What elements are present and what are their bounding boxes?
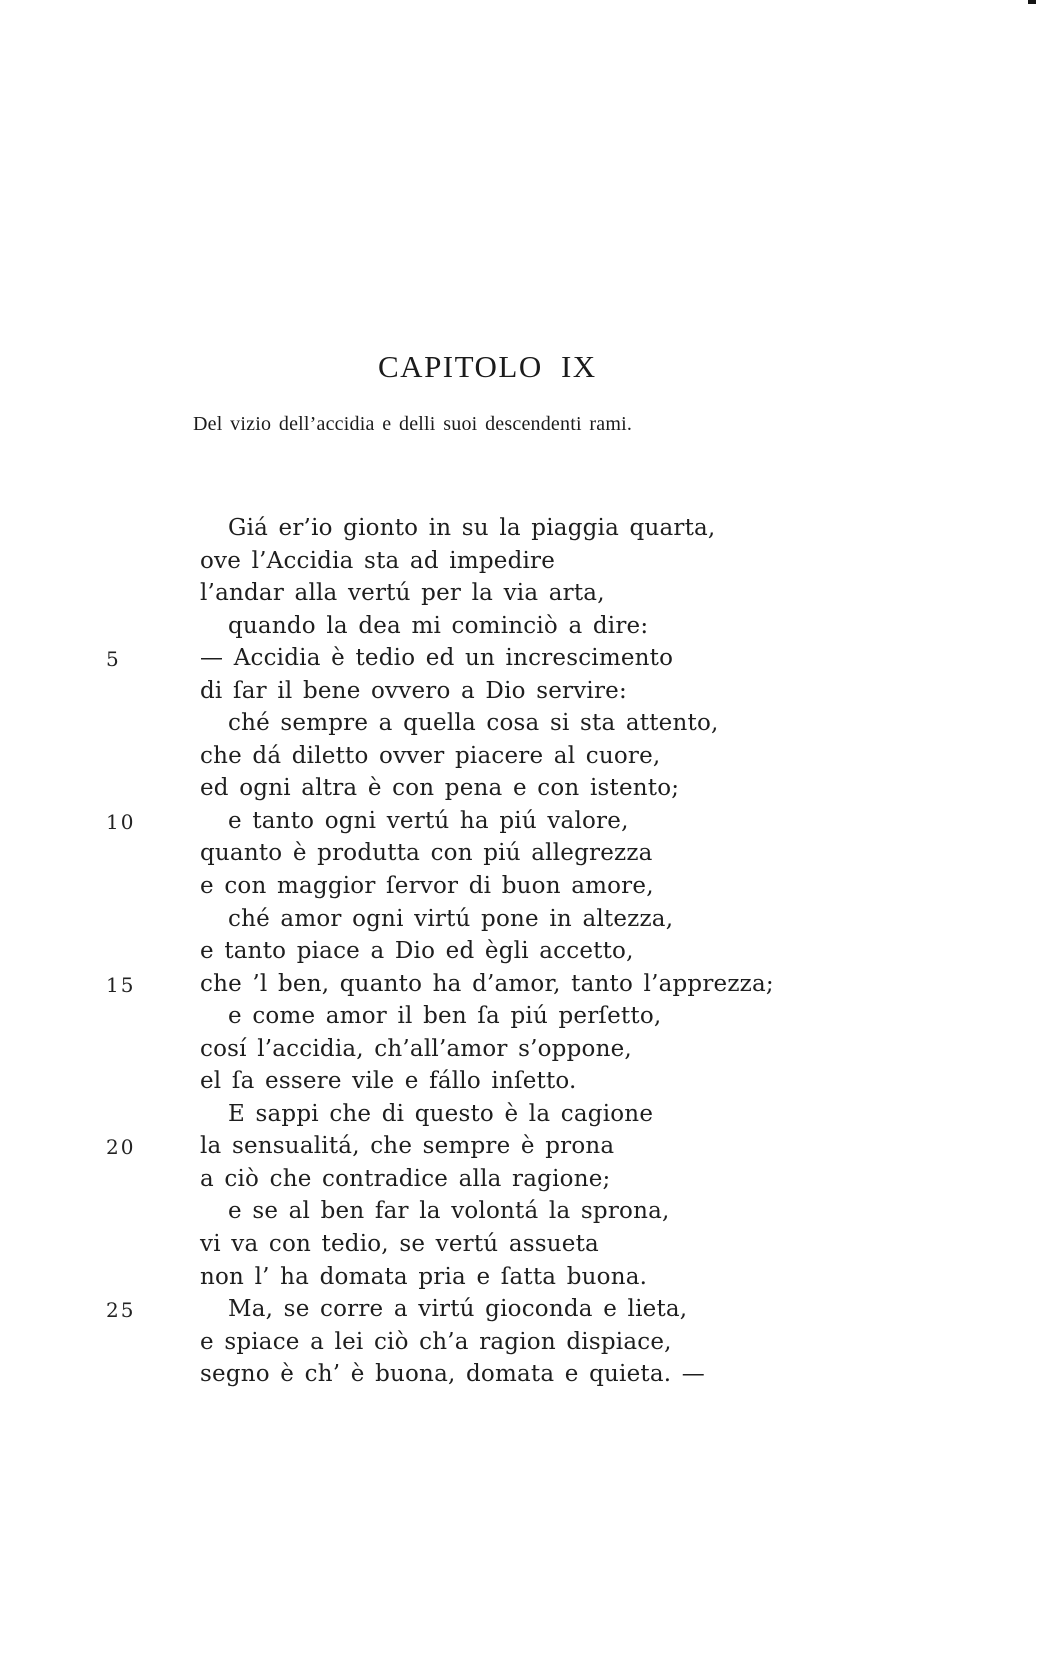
verse-text: quando la dea mi cominciò a dire: — [228, 612, 649, 639]
verse-text: e come amor il ben ſa piú perſetto, — [228, 1003, 662, 1030]
verse-text: el ſa essere vile e fállo inſetto. — [200, 1068, 577, 1095]
verse-text: e tanto ogni vertú ha piú valore, — [228, 807, 629, 834]
verse-text: — Accidia è tedio ed un increscimento — [200, 645, 674, 672]
verse-line — [200, 1261, 774, 1294]
verse-text: a ciò che contradice alla ragione; — [200, 1165, 611, 1192]
verse-line — [200, 1163, 774, 1196]
verse-line — [200, 1000, 774, 1033]
verse-line — [200, 772, 774, 805]
verse-text: Ma, se corre a virtú gioconda e lieta, — [228, 1296, 688, 1323]
verse-line — [106, 968, 774, 1001]
line-number: 5 — [106, 647, 121, 672]
verse-line — [200, 1195, 774, 1228]
line-number: 25 — [106, 1298, 136, 1323]
verse-text: segno è ch’ è buona, domata e quieta. — — [200, 1361, 705, 1388]
verse-line — [106, 805, 774, 838]
verse-text: cosí l’accidia, ch’all’amor s’oppone, — [200, 1035, 632, 1062]
verse-line — [200, 675, 774, 708]
verse-line — [200, 1098, 774, 1131]
verse-text: Giá er’io gionto in su la piaggia quarta, — [228, 515, 716, 541]
verse-line — [200, 1326, 774, 1359]
verse-line — [200, 935, 774, 968]
verse-line — [200, 740, 774, 773]
verse-line — [200, 1065, 774, 1098]
verse-text: ed ogni altra è con pena e con istento; — [200, 775, 680, 802]
verse-text: quanto è produtta con piú allegrezza — [200, 840, 653, 867]
verse-line — [200, 903, 774, 936]
verse-line — [200, 870, 774, 903]
chapter-argument: Del vizio dell’accidia e delli suoi descendenti rami. — [193, 413, 633, 435]
verse-line — [200, 610, 774, 643]
verse-line — [200, 545, 774, 578]
verse-line — [200, 1033, 774, 1066]
verse-text: che ’l ben, quanto ha d’amor, tanto l’apprezza; — [200, 970, 774, 997]
line-number: 15 — [106, 972, 136, 997]
verse-text: E sappi che di questo è la cagione — [228, 1100, 654, 1127]
verse-text: ché sempre a quella cosa si sta attento, — [228, 710, 719, 737]
line-number: 10 — [106, 809, 136, 834]
poem-body — [106, 512, 774, 1391]
verse-line — [200, 577, 774, 610]
verse-text: e se al ben far la volontá la sprona, — [228, 1198, 670, 1225]
verse-text: l’andar alla vertú per la via arta, — [200, 580, 605, 607]
verse-text: la sensualitá, che sempre è prona — [200, 1133, 615, 1160]
chapter-title: CAPITOLO IX — [378, 349, 597, 384]
verse-line — [106, 1293, 774, 1326]
verse-text: vi va con tedio, se vertú assueta — [200, 1231, 599, 1258]
verse-line — [200, 1228, 774, 1261]
verse-line — [106, 642, 774, 675]
verse-text: e con maggior ſervor di buon amore, — [200, 873, 654, 900]
verse-text: di ſar il bene ovvero a Dio servire: — [200, 677, 627, 704]
verse-line — [200, 512, 774, 545]
verse-line — [200, 1358, 774, 1391]
verse-line — [106, 1130, 774, 1163]
line-number: 20 — [106, 1135, 136, 1160]
verse-text: ove l’Accidia sta ad impedire — [200, 547, 556, 574]
verse-text: che dá diletto ovver piacere al cuore, — [200, 742, 661, 769]
verse-text: non l’ ha domata pria e ſatta buona. — [200, 1263, 648, 1290]
scan-ink-speck — [1028, 0, 1036, 4]
verse-line — [200, 707, 774, 740]
verse-text: e tanto piace a Dio ed ègli accetto, — [200, 938, 634, 965]
verse-text: e spiace a lei ciò ch’a ragion dispiace, — [200, 1328, 672, 1355]
verse-line — [200, 837, 774, 870]
verse-text: ché amor ogni virtú pone in altezza, — [228, 905, 674, 932]
